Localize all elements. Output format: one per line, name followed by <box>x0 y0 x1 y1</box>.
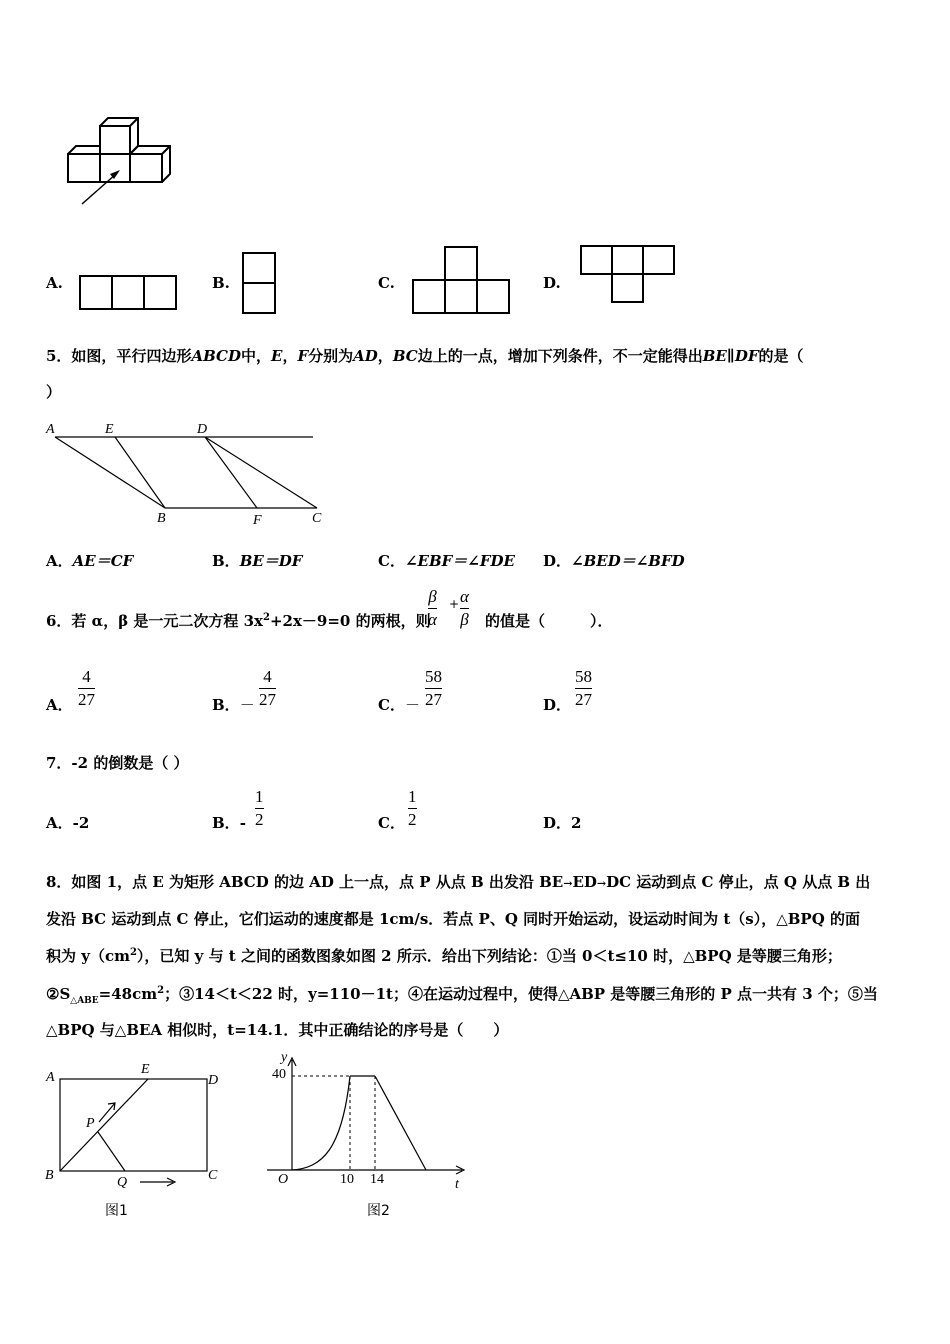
q8-figure-2-graph <box>262 1050 472 1190</box>
q8-fig1-label-d: D <box>208 1073 219 1088</box>
q8-stem-line4: $②S_{\triangle ABE}=48cm^2$；③14＜t＜22 时，y=110－1t；④在运动过程中，使得△ABP 是等腰三角形的 P 点一共有 3 个；⑤当 <box>46 985 878 1006</box>
q8-fig1-label-c: C <box>208 1168 218 1183</box>
q8-stem-line1: 8．如图 1，点 E 为矩形 ABCD 的边 AD 上一点，点 P 从点 B 出发沿 BE→ED→DC 运动到点 C 停止，点 Q 从点 B 出 <box>46 873 871 891</box>
q7-option-b-fraction: 1 2 <box>255 787 264 829</box>
q5-label-e: E <box>105 422 114 437</box>
q4-cube-figure <box>60 112 190 222</box>
q8-fig2-tick-40: 40 <box>272 1067 286 1082</box>
q5-option-b: B．BE＝DF <box>212 552 303 570</box>
q6-fraction-beta-over-alpha: β α <box>428 587 437 629</box>
q7-option-c-label: C． <box>378 814 405 832</box>
q7-option-d: D．2 <box>543 814 582 832</box>
q6-option-a-fraction: 4 27 <box>78 667 95 709</box>
q8-fig1-label-e: E <box>141 1062 150 1077</box>
q8-stem-line5: △BPQ 与△BEA 相似时，t=14.1．其中正确结论的序号是（ ） <box>46 1021 509 1039</box>
q5-option-a: A．AE＝CF <box>46 552 134 570</box>
q7-option-b-label: B．- <box>212 814 246 832</box>
q6-fraction-alpha-over-beta: α β <box>460 587 469 629</box>
q8-fig1-label-b: B <box>45 1168 54 1183</box>
q5-stem-close: ） <box>46 383 62 401</box>
q5-stem: 5．如图，平行四边形ABCD中，E，F分别为AD，BC边上的一点，增加下列条件，不一定能得出BE∥DF的是（ <box>46 347 804 365</box>
q4-option-a-figure <box>79 275 179 311</box>
q5-parallelogram-figure <box>50 430 340 520</box>
q5-label-f: F <box>253 513 262 528</box>
q4-option-d-figure <box>579 244 679 306</box>
q5-label-a: A <box>46 422 55 437</box>
q6-option-c-label: C．－ <box>378 696 420 714</box>
q8-fig2-tick-14: 14 <box>370 1172 384 1187</box>
q6-option-c-fraction: 58 27 <box>425 667 442 709</box>
q7-option-a: A．-2 <box>46 814 90 832</box>
q8-stem-line3: 积为 $y(cm^2)$，已知 y 与 t 之间的函数图象如图 2 所示．给出下列结论：①当 0＜t≤10 时，△BPQ 是等腰三角形； <box>46 947 842 965</box>
q6-option-d-fraction: 58 27 <box>575 667 592 709</box>
q8-fig2-origin: O <box>278 1172 289 1187</box>
q5-label-c: C <box>312 511 322 526</box>
q6-stem-end: 的值是（ ）． <box>485 612 613 630</box>
q8-fig1-caption: 图1 <box>105 1203 128 1219</box>
q4-option-c-figure <box>411 246 511 316</box>
q8-fig2-axis-t: t <box>455 1177 459 1192</box>
q4-option-c-label: C. <box>378 274 395 292</box>
q4-option-b-label: B. <box>212 274 230 292</box>
q5-label-b: B <box>157 511 166 526</box>
q4-option-b-figure <box>242 252 278 316</box>
q8-fig2-caption: 图2 <box>367 1203 390 1219</box>
q8-fig2-axis-y: y <box>281 1050 288 1065</box>
q5-option-c: C．∠EBF＝∠FDE <box>378 552 515 570</box>
q7-option-c-fraction: 1 2 <box>408 787 417 829</box>
q6-option-a-label: A． <box>46 696 73 714</box>
q7-stem: 7．-2 的倒数是（ ） <box>46 754 189 772</box>
q6-stem-start: 6．若 α，β 是一元二次方程 $3x^2+2x-9=0$ 的两根，则 <box>46 612 431 630</box>
q4-option-d-label: D. <box>543 274 561 292</box>
q5-label-d: D <box>197 422 208 437</box>
q8-fig1-label-p: P <box>86 1116 95 1131</box>
q8-fig2-tick-10: 10 <box>340 1172 354 1187</box>
q6-plus: + <box>449 597 460 611</box>
q8-fig1-label-q: Q <box>117 1175 128 1190</box>
q6-option-d-label: D． <box>543 696 572 714</box>
q5-option-d: D．∠BED＝∠BFD <box>543 552 685 570</box>
q4-option-a-label: A. <box>46 274 63 292</box>
q8-fig1-label-a: A <box>46 1070 55 1085</box>
q8-stem-line2: 发沿 BC 运动到点 C 停止，它们运动的速度都是 1cm/s．若点 P、Q 同时开始运动，设运动时间为 t（s），△BPQ 的面 <box>46 910 860 928</box>
q6-option-b-fraction: 4 27 <box>259 667 276 709</box>
q6-option-b-label: B．－ <box>212 696 255 714</box>
